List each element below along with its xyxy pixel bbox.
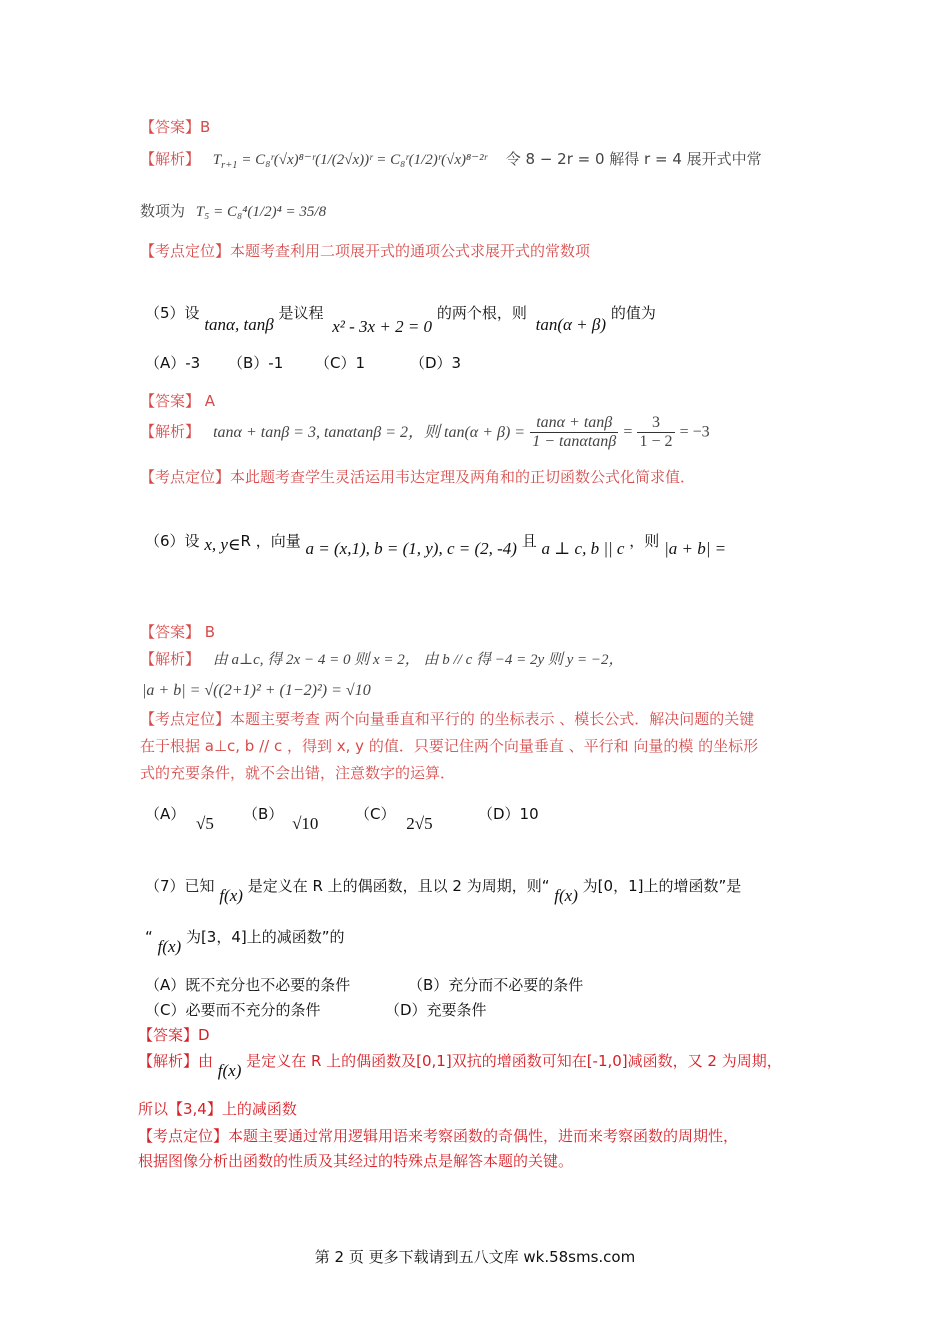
q5-option-d: （D）3 xyxy=(410,354,462,372)
q5-stem: （5）设 tanα, tanβ 是议程 x² - 3x + 2 = 0 的两个根，则 tan(α + β) 的值为 xyxy=(145,304,656,336)
q6-analysis-2: |a + b| = √((2+1)² + (1−2)²) = √10 xyxy=(142,682,371,699)
q5-option-b: （B）-1 xyxy=(228,354,284,372)
q5-fraction-1: $\frac{\tan\alpha + \tan\beta}{1 - \tan\alpha\tan\beta}$ xyxy=(532,414,617,450)
q6-option-b: （B） √10 xyxy=(243,805,319,833)
q7-option-d: （D）充要条件 xyxy=(385,1001,487,1019)
q6-kaodian-1: 【考点定位】本题主要考查 两个向量垂直和平行的 的坐标表示 、模长公式．解决问题的关键 xyxy=(140,710,755,728)
q6-stem: （6）设 x, y∈R ，向量 a = (x,1), b = (1, y), c = (2, -4) 且 a ⊥ c, b || c ，则 |a + b| = xyxy=(145,532,727,558)
q5-analysis: 【解析】 tanα + tanβ = 3, tanαtanβ = 2，则 tan(α + β) = $\frac{\tan\alpha + \tan\beta}{1 - \tan\alpha\tan\beta}$ = $\frac{3}{1 - 2}$ = −3 xyxy=(140,414,710,450)
q4-analysis-line: 【解析】 $T_{r+1}$ = C₈ʳ(√x)⁸⁻ʳ(1/(2√x))ʳ = C₈ʳ(1/2)ʳ(√x)⁸⁻²ʳ 令 8 − 2r = 0 解得 r = 4 展开式中常 xyxy=(140,150,762,171)
q5-kaodian: 【考点定位】本此题考查学生灵活运用韦达定理及两角和的正切函数公式化简求值． xyxy=(140,468,696,486)
q4-answer-line: 【答案】B xyxy=(140,118,211,136)
page-footer: 第 2 页 更多下载请到五八文库 wk.58sms.com xyxy=(314,1248,636,1266)
q7-kaodian-2: 根据图像分析出函数的性质及其经过的特殊点是解答本题的关键。 xyxy=(138,1152,574,1170)
q6-option-d: （D）10 xyxy=(478,805,539,823)
q7-option-c: （C）必要而不充分的条件 xyxy=(145,1001,321,1019)
q6-option-c: （C） 2√5 xyxy=(355,805,433,833)
q6-answer-line: 【答案】 B xyxy=(140,623,216,641)
q7-kaodian-1: 【考点定位】本题主要通过常用逻辑用语来考察函数的奇偶性，进而来考察函数的周期性， xyxy=(138,1127,739,1145)
q7-option-b: （B）充分而不必要的条件 xyxy=(408,976,584,994)
q5-option-c: （C）1 xyxy=(315,354,366,372)
q7-answer-line: 【答案】D xyxy=(138,1026,210,1044)
q6-analysis-1: 【解析】 由 a⊥c, 得 2x − 4 = 0 则 x = 2， 由 b // c 得 −4 = 2y 则 y = −2， xyxy=(140,650,624,668)
q6-kaodian-3: 式的充要条件，就不会出错，注意数字的运算． xyxy=(140,764,456,782)
q5-fraction-2: $\frac{3}{1 - 2}$ xyxy=(639,414,673,450)
q7-option-a: （A）既不充分也不必要的条件 xyxy=(145,976,351,994)
q7-stem-line-2: “ f(x) 为[3，4]上的减函数”的 xyxy=(145,928,345,956)
q6-option-a: （A） √5 xyxy=(145,805,214,833)
q4-kaodian: 【考点定位】本题考查利用二项展开式的通项公式求展开式的常数项 xyxy=(140,242,591,260)
q7-analysis-2: 所以【3,4】上的减函数 xyxy=(138,1100,297,1118)
q6-kaodian-2: 在于根据 a⊥c, b // c ，得到 x, y 的值．只要记住两个向量垂直 、平行和 向量的模 的坐标形 xyxy=(140,737,759,755)
q4-constant-term: 数项为 T₅ = C₈⁴(1/2)⁴ = 35/8 xyxy=(140,202,327,220)
q7-analysis-1: 【解析】由 f(x) 是定义在 R 上的偶函数及[0,1]双抗的增函数可知在[-1,0]减函数，又 2 为周期， xyxy=(138,1052,782,1080)
q5-option-a: （A）-3 xyxy=(145,354,201,372)
q5-answer-line: 【答案】 A xyxy=(140,392,216,410)
q7-stem-line-1: （7）已知 f(x) 是定义在 R 上的偶函数，且以 2 为周期，则“ f(x) 为[0，1]上的增函数”是 xyxy=(145,877,742,905)
